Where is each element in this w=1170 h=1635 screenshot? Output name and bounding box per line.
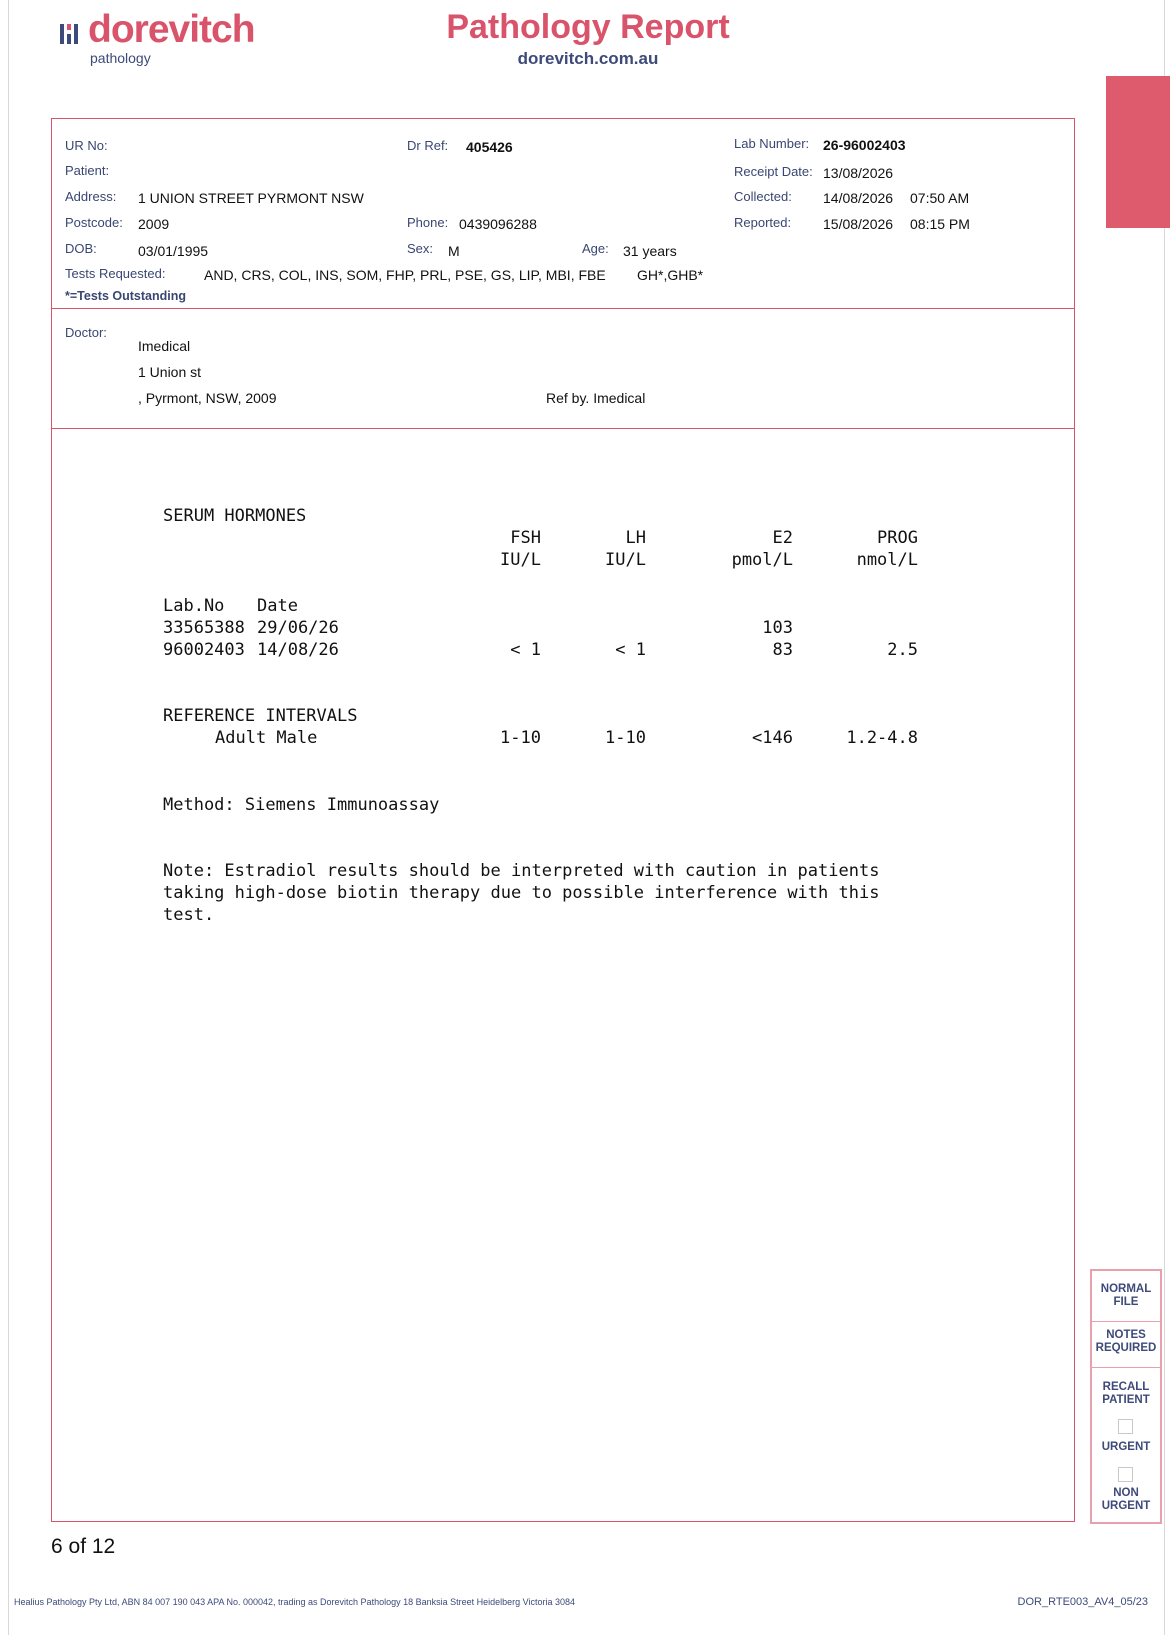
- patient-label: Patient:: [65, 163, 110, 178]
- footer-company: Healius Pathology Pty Ltd, ABN 84 007 190 043 APA No. 000042, trading as Dorevitch Pathology 18 Banksia Street Heidelberg Victoria 3084: [14, 1597, 576, 1607]
- reported-time: 08:15 PM: [910, 216, 970, 232]
- tests-value: AND, CRS, COL, INS, SOM, FHP, PRL, PSE, GS, LIP, MBI, FBE: [204, 267, 606, 283]
- ref-by: Ref by. Imedical: [546, 390, 646, 406]
- tests-outstanding-note: *=Tests Outstanding: [65, 289, 186, 303]
- note-line-1: Note: Estradiol results should be interpreted with caution in patients: [163, 861, 880, 881]
- row2-fsh: < 1: [510, 640, 541, 660]
- col-e2-name: E2: [772, 528, 793, 548]
- reported-date: 15/08/2026: [823, 216, 894, 232]
- recall-label-1: RECALL: [1102, 1381, 1150, 1393]
- notes-required-option[interactable]: [1092, 1329, 1160, 1355]
- red-tab-marker: [1106, 76, 1170, 228]
- doctor-city: , Pyrmont, NSW, 2009: [138, 390, 277, 406]
- row2-lh: < 1: [615, 640, 646, 660]
- ref-title: REFERENCE INTERVALS: [163, 706, 358, 726]
- website-link[interactable]: dorevitch.com.au: [517, 49, 659, 68]
- divider-doctor-results: [51, 428, 1075, 429]
- page-number: 6 of 12: [51, 1535, 116, 1558]
- postcode-value: 2009: [138, 216, 170, 232]
- report-frame: [51, 118, 1075, 1522]
- recall-label-2: PATIENT: [1102, 1394, 1150, 1406]
- non-urgent-label-2: URGENT: [1101, 1500, 1151, 1512]
- tests-outstanding-codes: GH*,GHB*: [637, 267, 704, 283]
- receipt-value: 13/08/2026: [823, 165, 894, 181]
- col-fsh-name: FSH: [510, 528, 541, 548]
- footer-code: DOR_RTE003_AV4_05/23: [1017, 1596, 1148, 1608]
- notes-label-1: NOTES: [1106, 1329, 1146, 1341]
- labnum-value: 26-96002403: [823, 137, 906, 153]
- postcode-label: Postcode:: [65, 215, 123, 230]
- note-line-2: taking high-dose biotin therapy due to possible interference with this: [163, 883, 880, 903]
- age-value: 31 years: [623, 243, 677, 259]
- drref-value: 405426: [466, 139, 513, 155]
- doctor-street: 1 Union st: [138, 364, 202, 380]
- logo-mark-icon: [60, 20, 82, 48]
- logo-subtext: pathology: [90, 50, 151, 66]
- row1-date: 29/06/26: [257, 618, 339, 638]
- row2-e2: 83: [772, 640, 793, 660]
- receipt-label: Receipt Date:: [734, 164, 813, 179]
- status-divider: [1092, 1367, 1160, 1368]
- report-title: Pathology Report: [446, 8, 730, 46]
- col-e2-unit: pmol/L: [731, 550, 793, 570]
- doctor-name: Imedical: [138, 338, 191, 354]
- tests-label: Tests Requested:: [65, 266, 166, 281]
- normal-label-1: NORMAL: [1100, 1283, 1152, 1295]
- labnum-label: Lab Number:: [734, 136, 810, 151]
- phone-value: 0439096288: [459, 216, 537, 232]
- normal-label-2: FILE: [1113, 1296, 1139, 1308]
- sex-label: Sex:: [407, 241, 434, 256]
- col-prog-name: PROG: [877, 528, 918, 548]
- divider-patient-doctor: [51, 308, 1075, 309]
- non-urgent-label-1: NON: [1113, 1487, 1139, 1499]
- non-urgent-label: [1092, 1487, 1160, 1513]
- dob-label: DOB:: [65, 241, 97, 256]
- collected-label: Collected:: [734, 189, 792, 204]
- row-header-date: Date: [257, 596, 298, 616]
- method-line: Method: Siemens Immunoassay: [163, 795, 440, 815]
- ur-label: UR No:: [65, 138, 108, 153]
- ref-prog: 1.2-4.8: [846, 728, 918, 748]
- doctor-label: Doctor:: [65, 325, 107, 340]
- dob-value: 03/01/1995: [138, 243, 209, 259]
- collected-date: 14/08/2026: [823, 190, 894, 206]
- drref-label: Dr Ref:: [407, 138, 449, 153]
- row2-labno: 96002403: [163, 640, 245, 660]
- notes-label-2: REQUIRED: [1095, 1342, 1157, 1354]
- status-divider: [1092, 1321, 1160, 1322]
- col-prog-unit: nmol/L: [856, 550, 918, 570]
- note-line-3: test.: [163, 905, 215, 925]
- reported-label: Reported:: [734, 215, 792, 230]
- ref-lh: 1-10: [605, 728, 646, 748]
- phone-label: Phone:: [407, 215, 449, 230]
- logo-wordmark: dorevitch: [88, 8, 255, 51]
- collected-time: 07:50 AM: [910, 190, 970, 206]
- col-lh-unit: IU/L: [605, 550, 646, 570]
- age-label: Age:: [582, 241, 609, 256]
- col-lh-name: LH: [625, 528, 646, 548]
- row1-e2: 103: [762, 618, 793, 638]
- row2-date: 14/08/26: [257, 640, 339, 660]
- recall-patient-option[interactable]: [1092, 1381, 1160, 1407]
- section-title: SERUM HORMONES: [163, 506, 307, 526]
- row-header-labno: Lab.No: [163, 596, 225, 616]
- normal-file-option[interactable]: [1092, 1283, 1160, 1309]
- ref-group: Adult Male: [215, 728, 318, 748]
- sex-value: M: [448, 243, 460, 259]
- ref-fsh: 1-10: [500, 728, 541, 748]
- non-urgent-checkbox[interactable]: [1118, 1467, 1133, 1482]
- row1-labno: 33565388: [163, 618, 245, 638]
- row2-prog: 2.5: [887, 640, 918, 660]
- col-fsh-unit: IU/L: [500, 550, 541, 570]
- ref-e2: <146: [752, 728, 793, 748]
- urgent-checkbox[interactable]: [1118, 1419, 1133, 1434]
- address-value: 1 UNION STREET PYRMONT NSW: [138, 190, 364, 206]
- urgent-label: URGENT: [1101, 1441, 1151, 1453]
- status-panel: [1090, 1269, 1162, 1524]
- address-label: Address:: [65, 189, 117, 204]
